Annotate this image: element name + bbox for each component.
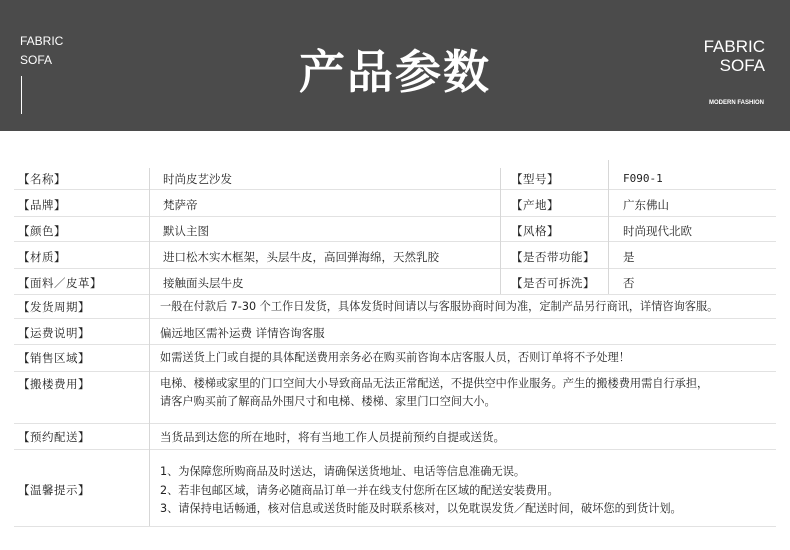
appointment-value: 当货品到达您的所在地时，将有当地工作人员提前预约自提或送货。: [160, 430, 505, 444]
style-label: 【风格】: [511, 224, 559, 238]
column-divider: [500, 168, 501, 294]
carry-fee-label: 【搬楼费用】: [18, 377, 90, 391]
column-divider: [149, 168, 150, 294]
tip-item-3: 3、请保持电话畅通，核对信息或送货时能及时联系核对，以免耽误发货／配送时间，破坏您的到货计划。: [160, 502, 682, 515]
brand-left-line1: FABRIC: [20, 34, 64, 48]
delivery-cycle-label: 【发货周期】: [18, 300, 90, 314]
material-label: 【材质】: [18, 250, 66, 264]
row-divider: [14, 371, 776, 372]
name-value: 时尚皮艺沙发: [163, 172, 232, 186]
row-divider: [14, 189, 776, 190]
column-divider: [608, 160, 609, 294]
shipping-label: 【运费说明】: [18, 326, 90, 340]
row-divider: [14, 268, 776, 269]
page-title: 产品参数: [299, 45, 491, 99]
row-divider: [14, 526, 776, 527]
tip-item-1: 1、为保障您所购商品及时送达，请确保送货地址、电话等信息准确无误。: [160, 465, 526, 478]
brand-label: 【品牌】: [18, 198, 66, 212]
column-divider: [149, 294, 150, 526]
brand-logo-right: [704, 37, 765, 75]
function-label: 【是否带功能】: [511, 250, 595, 264]
fabric-label: 【面料／皮革】: [18, 276, 102, 290]
brand-value: 梵萨帝: [163, 198, 198, 212]
washable-label: 【是否可拆洗】: [511, 276, 595, 290]
brand-tagline: MODERN FASHION: [708, 100, 764, 106]
row-divider: [14, 449, 776, 450]
origin-label: 【产地】: [511, 198, 559, 212]
shipping-value: 偏远地区需补运费 详情咨询客服: [160, 326, 325, 340]
tip-item-2: 2、若非包邮区域，请务必随商品订单一并在线支付您所在区域的配送安装费用。: [160, 484, 559, 497]
row-divider: [14, 294, 776, 295]
appointment-label: 【预约配送】: [18, 430, 90, 444]
sales-area-value: 如需送货上门或自提的具体配送费用亲务必在购买前咨询本店客服人员，否则订单将不予处理！: [160, 351, 630, 364]
fabric-value: 接触面头层牛皮: [163, 276, 244, 290]
name-label: 【名称】: [18, 172, 66, 186]
washable-value: 否: [623, 276, 635, 290]
brand-right-line2: SOFA: [719, 56, 765, 75]
row-divider: [14, 216, 776, 217]
carry-fee-value-line2: 请客户购买前了解商品外围尺寸和电梯、楼梯、家里门口空间大小。: [160, 395, 496, 408]
origin-value: 广东佛山: [623, 198, 669, 212]
delivery-cycle-value: 一般在付款后 7-30 个工作日发货，具体发货时间请以与客服协商时间为准，定制产品另行商讯，详情咨询客服。: [160, 300, 719, 313]
row-divider: [14, 344, 776, 345]
model-label: 【型号】: [511, 172, 559, 186]
brand-left-line2: SOFA: [20, 53, 53, 67]
sales-area-label: 【销售区域】: [18, 351, 90, 365]
color-label: 【颜色】: [18, 224, 66, 238]
row-divider: [14, 318, 776, 319]
carry-fee-value-line1: 电梯、楼梯或家里的门口空间大小导致商品无法正常配送，不提供空中作业服务。产生的搬楼费用需自行承担，: [160, 377, 709, 390]
brand-right-line1: FABRIC: [703, 37, 765, 56]
material-value: 进口松木实木框架，头层牛皮，高回弹海绵，天然乳胶: [163, 250, 439, 264]
style-value: 时尚现代北欧: [623, 224, 692, 238]
row-divider: [14, 241, 776, 242]
header-banner: [0, 0, 790, 131]
tips-label: 【温馨提示】: [18, 483, 90, 497]
function-value: 是: [623, 250, 635, 264]
row-divider: [14, 423, 776, 424]
model-value: F090-1: [623, 172, 663, 185]
color-value: 默认主图: [163, 224, 209, 238]
